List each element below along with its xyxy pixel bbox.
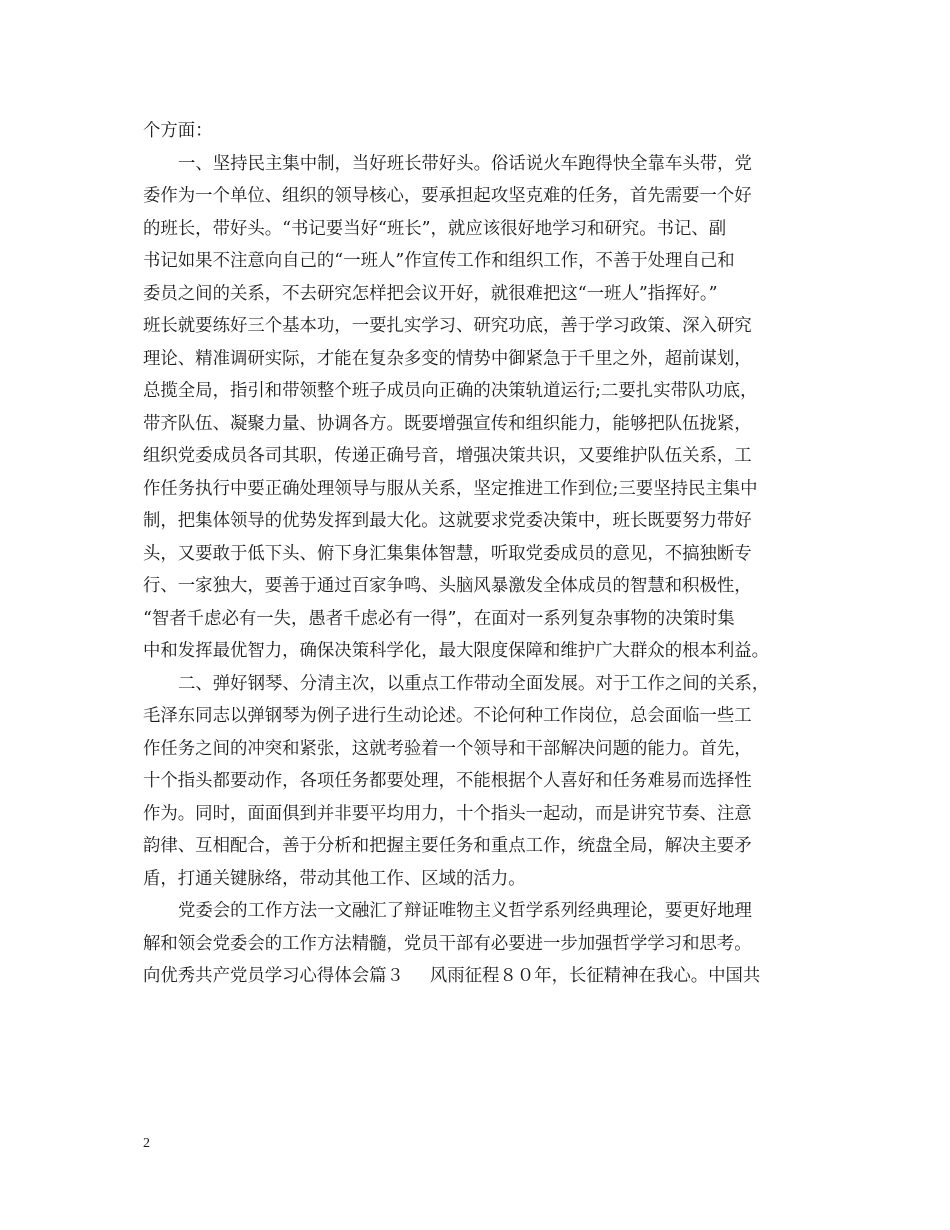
last-text-line — [143, 960, 825, 993]
paragraph-start-line: 一、坚持民主集中制，当好班长带好头。俗话说火车跑得快全靠车头带，党 — [178, 153, 752, 174]
article-intro-text: 风雨征程８０年，长征精神在我心。中国共 — [429, 966, 761, 986]
text-line: 作为。同时，面面俱到并非要平均用力，十个指头一起动，而是讲究节奏、注意 — [143, 803, 752, 824]
text-line: 解和领会党委会的工作方法精髓，党员干部有必要进一步加强哲学学习和思考。 — [143, 933, 752, 954]
text-line: 理论、精准调研实际，才能在复杂多变的情势中御紧急于千里之外，超前谋划， — [143, 348, 752, 369]
article-title: 向优秀共产党员学习心得体会篇３ — [143, 966, 404, 986]
text-line: 十个指头都要动作，各项任务都要处理，不能根据个人喜好和任务难易而选择性 — [143, 771, 752, 791]
text-line: 中和发挥最优智力，确保决策科学化，最大限度保障和维护广大群众的根本利益。 — [143, 641, 770, 661]
paragraph-start-line: 党委会的工作方法一文融汇了辩证唯物主义哲学系列经典理论，要更好地理 — [178, 901, 752, 921]
text-line: 书记如果不注意向自己的“一班人”作宣传工作和组织工作，不善于处理自己和 — [143, 251, 735, 271]
text-line: 作任务执行中要正确处理领导与服从关系，坚定推进工作到位;三要坚持民主集中 — [143, 478, 758, 499]
text-line: 作任务之间的冲突和紧张，这就考验着一个领导和干部解决问题的能力。首先， — [143, 738, 752, 759]
text-line: 盾，打通关键脉络，带动其他工作、区域的活力。 — [143, 868, 526, 889]
paragraph-start-line: 二、弹好钢琴、分清主次，以重点工作带动全面发展。对于工作之间的关系， — [178, 673, 770, 694]
text-line: 的班长，带好头。“书记要当好“班长”，就应该很好地学习和研究。书记、副 — [143, 218, 727, 239]
text-line: 韵律、互相配合，善于分析和把握主要任务和重点工作，统盘全局，解决主要矛 — [143, 836, 752, 856]
text-line: 个方面： — [143, 121, 213, 141]
text-line: 制，把集体领导的优势发挥到最大化。这就要求党委决策中，班长既要努力带好 — [143, 511, 752, 531]
text-line: 毛泽东同志以弹钢琴为例子进行生动论述。不论何种工作岗位，总会面临一些工 — [143, 706, 752, 726]
text-line: 班长就要练好三个基本功，一要扎实学习、研究功底，善于学习政策、深入研究 — [143, 316, 752, 336]
text-line: 行、一家独大，要善于通过百家争鸣、头脑风暴激发全体成员的智慧和积极性， — [143, 576, 752, 596]
page-number: 2 — [143, 1136, 150, 1151]
document-body — [143, 115, 825, 993]
text-line: 委员之间的关系，不去研究怎样把会议开好，就很难把这“一班人”指挥好。” — [143, 283, 718, 304]
text-line: 委作为一个单位、组织的领导核心，要承担起攻坚克难的任务，首先需要一个好 — [143, 186, 752, 206]
text-line: 带齐队伍、凝聚力量、协调各方。既要增强宣传和组织能力，能够把队伍拢紧， — [143, 413, 752, 434]
text-line: 头，又要敢于低下头、俯下身汇集集体智慧，听取党委成员的意见，不搞独断专 — [143, 543, 752, 564]
text-line: 组织党委成员各司其职，传递正确号音，增强决策共识，又要维护队伍关系，工 — [143, 446, 752, 466]
text-line: 总揽全局，指引和带领整个班子成员向正确的决策轨道运行;二要扎实带队功底， — [143, 381, 758, 401]
text-line: “智者千虑必有一失，愚者千虑必有一得”，在面对一系列复杂事物的决策时集 — [143, 608, 735, 629]
